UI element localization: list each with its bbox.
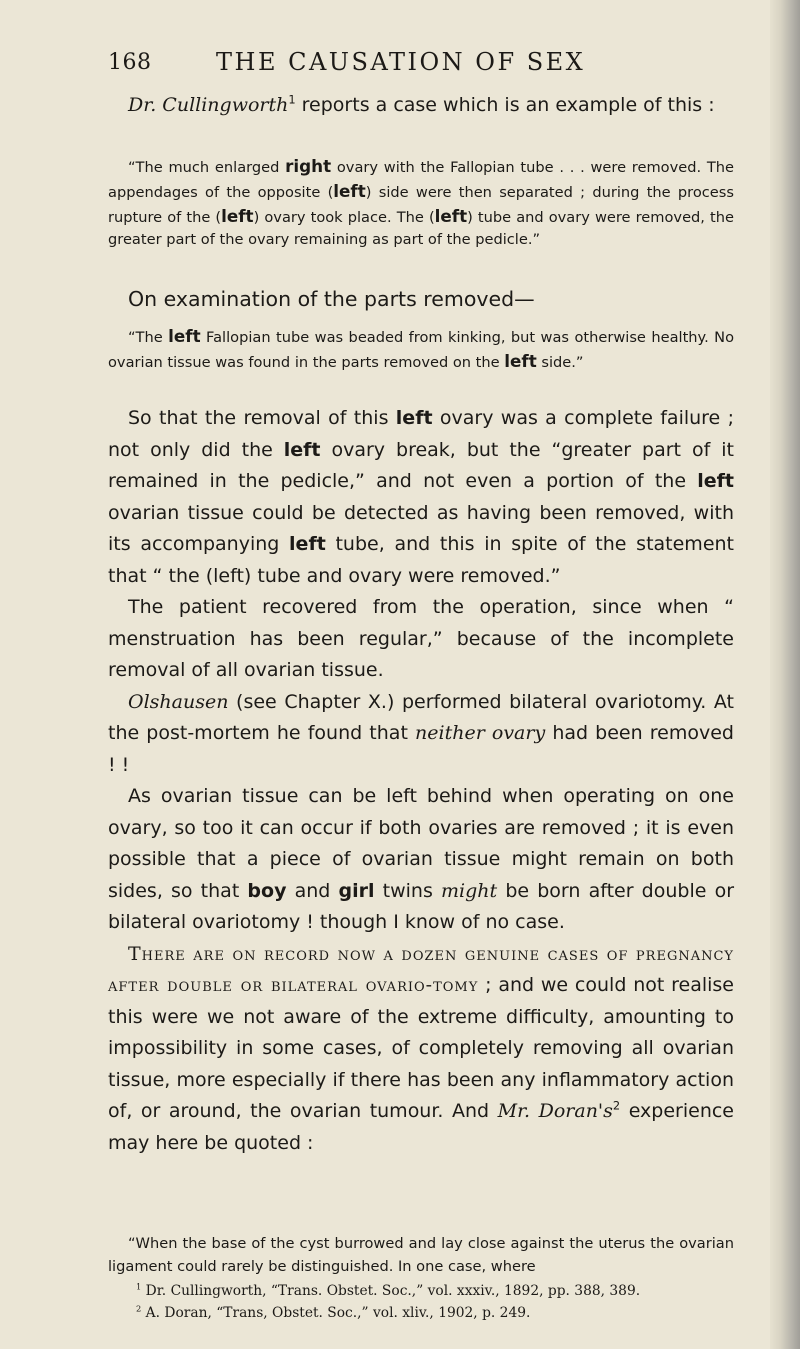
paragraph-pregnancy-cases: There are on record now a dozen genuine cases of pregnancy after double or bilateral ovario-tomy ; and we could not realise this were we not aware of the extreme difficulty, amounting to impossibility in some cases, of completely removing all ovarian tissue, more especially if there has been any inflammatory action of, or around, the ovarian tumour. And Mr. $Doran's^2$ experience may here be quoted : xyxy=(108,942,735,1154)
running-title: THE CAUSATION OF SEX xyxy=(216,48,586,76)
page-edge-shadow xyxy=(770,0,800,1349)
paragraph-cullingworth: Dr. Cullingworth$^1$ reports a case which is an example of this : xyxy=(128,92,715,116)
page-number: 168 xyxy=(108,50,152,75)
quote-cullingworth: “The much enlarged right ovary with the Fallopian tube . . . were removed. The appendages of the opposite (left) side were then separated ; during the process rupture of the (left) ovary took place. The (left) tube and ovary were removed, the greater part of the ovary remaining as part of the pedicle.” xyxy=(108,156,734,249)
subheading-examination: On examination of the parts removed— xyxy=(128,287,535,311)
author-olshausen: Olshausen xyxy=(128,690,229,713)
footnote-ref-2: 2 xyxy=(612,1098,621,1113)
paragraph-ovarian-tissue: As ovarian tissue can be left behind when operating on one ovary, so too it can occur if both ovaries are removed ; it is even possible that a piece of ovarian tissue might remain on both sides, so that boy and girl twins might be born after double or bilateral ovariotomy ! though I know of no case. xyxy=(108,785,735,933)
author-doran: Mr. Doran's xyxy=(497,1100,613,1122)
footnote-ref-1: 1 xyxy=(288,92,296,107)
footnotes xyxy=(108,1280,734,1324)
body-text xyxy=(108,403,734,1159)
paragraph-removal-failure: So that the removal of this left ovary was a complete failure ; not only did the left ovary break, but the “greater part of it remained in the pedicle,” and not even a portion of the left ovarian tissue could be detected as having been removed, with its accompanying left tube, and this in spite of the statement that “ the (left) tube and ovary were removed.” xyxy=(108,407,734,587)
paragraph-patient-recovered: The patient recovered from the operation, since when “ menstruation has been regular,” because of the incomplete removal of all ovarian tissue. xyxy=(108,596,734,681)
running-header xyxy=(108,42,734,82)
author-cullingworth: Dr. Cullingworth xyxy=(128,94,289,116)
quote-doran: “When the base of the cyst burrowed and lay close against the uterus the ovarian ligament could rarely be distinguished. In one case, where xyxy=(108,1235,734,1275)
footnote-1: $^1$ Dr. Cullingworth, “Trans. Obstet. Soc.,” vol. xxxiv., 1892, pp. 388, 389. xyxy=(136,1281,641,1299)
paragraph-olshausen: Olshausen (see Chapter X.) performed bilateral ovariotomy. At the post-mortem he found that neither ovary had been removed ! ! xyxy=(108,690,734,776)
quote-examination: “The left Fallopian tube was beaded from kinking, but was otherwise healthy. No ovarian tissue was found in the parts removed on the left side.” xyxy=(108,326,734,371)
footnote-2: $^2$ A. Doran, “Trans, Obstet. Soc.,” vol. xliv., 1902, p. 249. xyxy=(136,1303,531,1321)
